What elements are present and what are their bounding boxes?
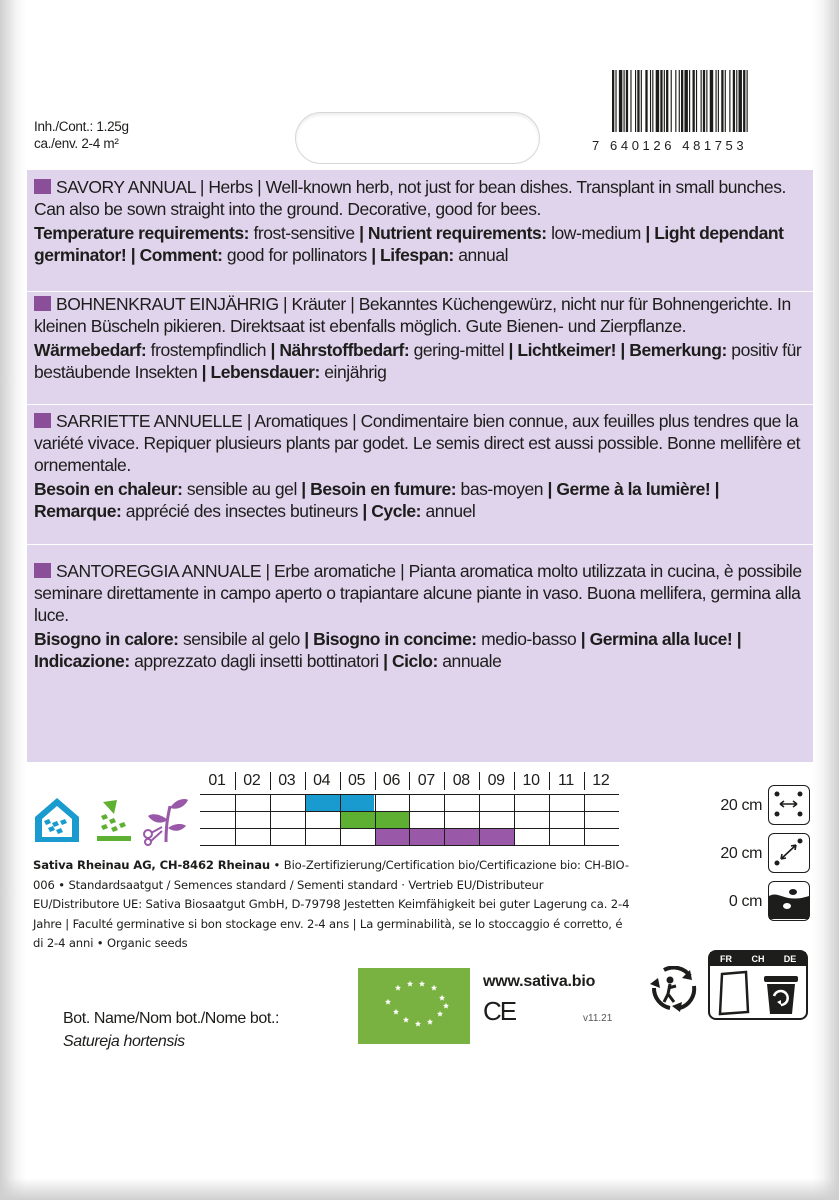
month-label: 02 [243, 772, 261, 789]
variety-name: SARRIETTE ANNUELLE [56, 411, 243, 431]
grid-line [305, 794, 306, 845]
company-name: Sativa Rheinau AG, CH-8462 Rheinau [33, 858, 270, 872]
property-label: Nährstoffbedarf: [279, 340, 410, 360]
contents-area: ca./env. 2-4 m² [34, 136, 119, 151]
property-separator: | [714, 479, 720, 499]
website-link[interactable]: www.sativa.bio [483, 973, 596, 990]
property-label: Ciclo: [391, 651, 438, 671]
month-label: 07 [417, 772, 435, 789]
property-value: annuale [437, 651, 502, 671]
property-value: sensibile al gelo [178, 629, 305, 649]
property-label: Bisogno in concime: [313, 629, 477, 649]
property-value: annual [453, 245, 509, 265]
property-separator: | [383, 651, 392, 671]
property-value: frostempfindlich [146, 340, 271, 360]
property-label: Nutrient requirements: [367, 223, 547, 243]
variety-intro: | Herbs | Well-known herb, not just for bean dishes. Transplant in small bunches. Can also be sown straight into the ground. Decorative, good for bees. [34, 177, 786, 219]
property-separator: | [304, 629, 314, 649]
month-separator [584, 772, 585, 790]
property-label: Bemerkung: [629, 340, 727, 360]
month-label: 10 [522, 772, 540, 789]
property-value: bas-moyen [456, 479, 548, 499]
property-label: Cycle: [371, 501, 422, 521]
paper-packet-icon [716, 970, 752, 1016]
property-separator: | [547, 479, 557, 499]
variety-intro: | Erbe aromatiche | Pianta aromatica molto utilizzata in cucina, è possibile seminare direttamente in campo aperto o trapiantare alcune piante in vaso. Buona mellifera, germina alla luce. [34, 561, 802, 625]
variety-name: SANTOREGGIA ANNUALE [56, 561, 262, 581]
property-value: frost-sensitive [249, 223, 360, 243]
property-label: Germe à la lumière! [556, 479, 711, 499]
grid-line [340, 794, 341, 845]
botanical-label: Bot. Name/Nom bot./Nome bot.: [63, 1010, 280, 1027]
grid-line [584, 794, 585, 845]
property-value: good for pollinators [222, 245, 372, 265]
month-separator [375, 772, 376, 790]
purple-square-icon [34, 179, 51, 194]
month-separator [270, 772, 271, 790]
description-fr [34, 410, 804, 522]
property-value: medio-basso [476, 629, 581, 649]
purple-square-icon [34, 563, 51, 578]
row-distance-icon [768, 785, 810, 825]
property-separator: | [371, 245, 381, 265]
month-label: 04 [313, 772, 331, 789]
plant-distance-icon [768, 833, 810, 873]
description-panel [27, 170, 813, 762]
description-en [34, 176, 804, 266]
property-label: Bisogno in calore: [34, 629, 179, 649]
grid-line [549, 794, 550, 845]
property-label: Indicazione: [34, 651, 130, 671]
month-separator [549, 772, 550, 790]
eu-organic-logo [358, 968, 470, 1044]
grid-line [514, 794, 515, 845]
property-separator: | [270, 340, 280, 360]
month-label: 08 [452, 772, 470, 789]
purple-square-icon [34, 413, 51, 428]
ce-mark: CE [483, 996, 516, 1026]
property-separator: | [645, 223, 655, 243]
barcode-number: 7 640126 481753 [592, 138, 748, 153]
recycle-triman-icon [650, 966, 698, 1012]
property-value: sensible au gel [182, 479, 302, 499]
month-label: 05 [347, 772, 366, 789]
property-separator: | [362, 501, 372, 521]
variety-name: BOHNENKRAUT EINJÄHRIG [56, 294, 279, 314]
paper-bin-icon [760, 970, 802, 1016]
variety-name: SAVORY ANNUAL [56, 177, 196, 197]
property-label: Besoin en chaleur: [34, 479, 183, 499]
grid-line [375, 794, 376, 845]
divider [27, 404, 813, 405]
month-separator [305, 772, 306, 790]
divider [27, 291, 813, 292]
month-separator [514, 772, 515, 790]
property-value: einjährig [319, 362, 387, 382]
property-label: Comment: [139, 245, 223, 265]
property-label: Light dependant germinator! [34, 223, 784, 265]
legal-text: • Bio-Zertifizierung/Certification bio/Certificazione bio: CH-BIO-006 • Standardsaatgut / Semences standard / Sementi standard · Vertrieb EU/Distributeur EU/Distributore UE: Sativa Biosaatgut GmbH, D-79798 Jestetten Keimfähigkeit bei guter Lagerung ca. 2-4 Jahre | Faculté germinative si bon stockage env. 2-4 ans | La germinabilità, se lo stoccaggio é corretto, é di 2-4 anni • Organic seeds [33, 858, 630, 951]
row-distance-value: 20 cm [720, 797, 762, 814]
eu-leaf-icon [358, 968, 470, 1044]
description-de [34, 293, 804, 383]
grid-line [200, 845, 619, 846]
month-label: 12 [592, 772, 610, 789]
month-label: 01 [208, 772, 226, 789]
property-label: Wärmebedarf: [34, 340, 147, 360]
month-separator [479, 772, 480, 790]
description-it [34, 560, 804, 672]
greenhouse-sowing-icon [32, 795, 82, 845]
recycling-info [650, 950, 810, 1020]
property-label: Remarque: [34, 501, 122, 521]
month-label: 06 [382, 772, 401, 789]
property-value: apprezzato dagli insetti bottinatori [129, 651, 384, 671]
property-separator: | [736, 629, 742, 649]
property-label: Germina alla luce! [589, 629, 733, 649]
grid-line [479, 794, 480, 845]
month-label: 09 [487, 772, 505, 789]
sowing-depth-icon [768, 881, 810, 921]
property-label: Lifespan: [380, 245, 454, 265]
property-separator: | [620, 340, 630, 360]
variety-intro: | Aromatiques | Condimentaire bien connue, aux feuilles plus tendres que la variété vivace. Repiquer plusieurs plants par godet. Le semis direct est aussi possible. Bonne mellifère et ornementale. [34, 411, 801, 475]
grid-line [409, 794, 410, 845]
recycling-box [708, 950, 808, 1020]
month-separator [340, 772, 341, 790]
botanical-name-block [63, 1007, 279, 1053]
country-tag: DE [783, 954, 797, 964]
sowing-depth-value: 0 cm [728, 893, 762, 910]
property-separator: | [580, 629, 590, 649]
month-separator [409, 772, 410, 790]
property-separator: | [301, 479, 311, 499]
property-label: Temperature requirements: [34, 223, 250, 243]
divider [27, 544, 813, 545]
month-label: 11 [557, 772, 574, 789]
sowing-calendar [200, 768, 632, 852]
property-label: Lebensdauer: [210, 362, 320, 382]
variety-intro: | Kräuter | Bekanntes Küchengewürz, nicht nur für Bohnengerichte. In kleinen Büscheln pikieren. Direktsaat ist ebenfalls möglich. Gute Bienen- und Zierpflanze. [34, 294, 791, 336]
legal-info [33, 856, 633, 954]
property-separator: | [201, 362, 211, 382]
property-label: Lichtkeimer! [517, 340, 616, 360]
country-tag: CH [751, 954, 765, 964]
contents-weight: Inh./Cont.: 1.25g [34, 119, 129, 134]
property-value: annuel [421, 501, 476, 521]
property-value: low-medium [546, 223, 646, 243]
month-label: 03 [278, 772, 296, 789]
country-tags [710, 952, 806, 966]
hang-hole [295, 112, 540, 164]
property-value: positiv für bestäubende Insekten [34, 340, 802, 382]
outdoor-sowing-icon [95, 798, 133, 844]
property-separator: | [130, 245, 140, 265]
botanical-name: Satureja hortensis [63, 1033, 185, 1050]
month-separator [235, 772, 236, 790]
grid-line [235, 794, 236, 845]
grid-line [270, 794, 271, 845]
property-separator: | [508, 340, 518, 360]
purple-square-icon [34, 296, 51, 311]
country-tag: FR [720, 954, 732, 964]
property-value: gering-mittel [409, 340, 509, 360]
harvest-icon [140, 794, 190, 846]
version-label: v11.21 [583, 1013, 613, 1024]
property-separator: | [359, 223, 368, 243]
month-separator [444, 772, 445, 790]
property-label: Besoin en fumure: [310, 479, 457, 499]
grid-line [444, 794, 445, 845]
plant-distance-value: 20 cm [720, 845, 762, 862]
property-value: apprécié des insectes butineurs [121, 501, 363, 521]
contents-info [34, 118, 274, 152]
